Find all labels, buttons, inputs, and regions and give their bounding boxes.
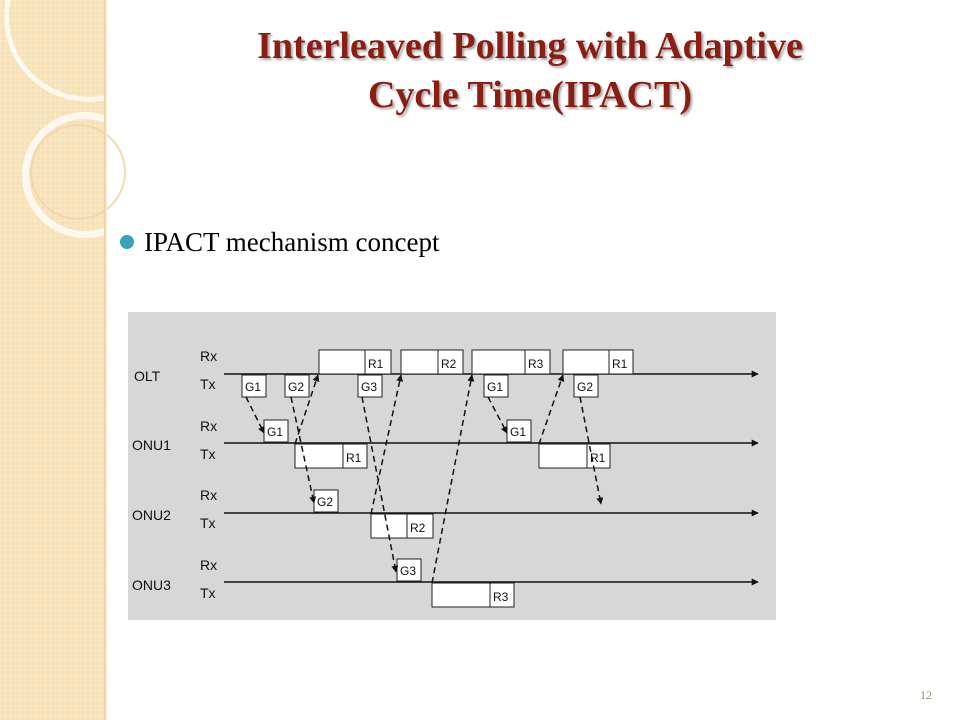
tx-label: Tx	[200, 446, 216, 462]
onu2-tx-block	[371, 514, 433, 538]
decorative-ring	[30, 124, 126, 220]
rx-label: Rx	[200, 557, 218, 573]
grant-label-g1: G1	[267, 425, 284, 439]
ipact-diagram	[128, 312, 776, 620]
grant-label-g1: G1	[487, 380, 504, 394]
report-label-r1: R1	[612, 357, 628, 371]
onu3-grant-g3	[397, 559, 421, 581]
olt-grant-g1	[242, 375, 266, 397]
olt-rx-block	[401, 350, 463, 374]
onu1-grant-g1	[507, 420, 531, 442]
report-label-r1: R1	[346, 451, 362, 465]
grant-label-g1: G1	[510, 425, 527, 439]
report-label-r2: R2	[441, 357, 457, 371]
node-label-onu2: ONU2	[132, 507, 171, 523]
report-label-r1: R1	[590, 451, 606, 465]
grant-label-g3: G3	[400, 564, 417, 578]
node-label-onu1: ONU1	[132, 437, 171, 453]
grant-label-g2: G2	[577, 380, 594, 394]
node-label-olt: OLT	[134, 368, 161, 384]
grant-label-g2: G2	[317, 495, 334, 509]
onu1-tx-block	[539, 444, 610, 468]
grant-label-g1: G1	[245, 380, 262, 394]
bullet-icon	[120, 235, 134, 249]
bullet-item	[120, 222, 439, 262]
olt-grant-g3	[358, 375, 382, 397]
olt-grant-g2	[285, 375, 309, 397]
report-label-r3: R3	[528, 357, 544, 371]
slide-title	[130, 22, 930, 120]
rx-label: Rx	[200, 487, 218, 503]
slide-title-line-1: Interleaved Polling with Adaptive	[257, 25, 803, 67]
rx-label: Rx	[200, 418, 218, 434]
report-label-r1: R1	[368, 357, 384, 371]
olt-grant-g2	[574, 375, 598, 397]
olt-rx-block	[319, 350, 391, 374]
grant-label-g2: G2	[288, 380, 305, 394]
tx-label: Tx	[200, 585, 216, 601]
tx-label: Tx	[200, 515, 216, 531]
bullet-text: IPACT mechanism concept	[144, 226, 440, 257]
node-label-onu3: ONU3	[132, 577, 171, 593]
rx-label: Rx	[200, 348, 218, 364]
onu1-grant-g1	[264, 420, 288, 442]
olt-grant-g1	[484, 375, 508, 397]
onu2-grant-g2	[314, 490, 338, 512]
report-label-r3: R3	[493, 590, 509, 604]
page-number: 12	[920, 688, 932, 702]
report-label-r2: R2	[410, 521, 426, 535]
slide-title-line-2: Cycle Time(IPACT)	[367, 74, 692, 116]
decorative-side-band	[0, 0, 104, 720]
side-band-edge	[104, 0, 107, 720]
olt-rx-block	[563, 350, 633, 374]
onu1-tx-block	[295, 444, 367, 468]
olt-rx-block	[472, 350, 550, 374]
ipact-diagram-svg	[128, 312, 776, 620]
tx-label: Tx	[200, 376, 216, 392]
onu3-tx-block	[432, 583, 514, 607]
grant-label-g3: G3	[361, 380, 378, 394]
